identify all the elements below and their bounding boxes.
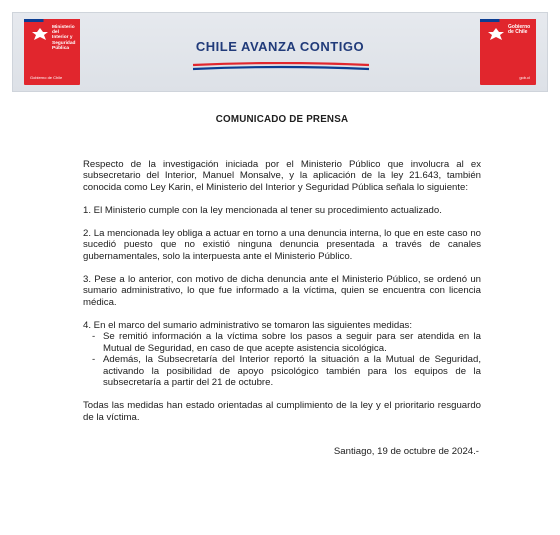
press-release-body	[83, 110, 481, 467]
logo-flag-bar	[24, 19, 80, 22]
point-1: 1. El Ministerio cumple con la ley mencionada al tener su procedimiento actualizado.	[83, 204, 442, 216]
ministry-logo-footer: Gobierno de Chile	[30, 75, 63, 80]
measure-text: Se remitió información a la víctima sobre los pasos a seguir para ser atendida en la Mutual de Seguridad, en caso de que acepte asistencia sicológica.	[103, 331, 481, 354]
point-2: 2. La mencionada ley obliga a actuar en torno a una denuncia interna, lo que en este caso no sucedió puesto que no existió ninguna denuncia presentada a través de canales gubernamentales, solo la interpuesta ante el Ministerio Público.	[83, 227, 481, 262]
list-item	[83, 331, 481, 354]
closing-paragraph: Todas las medidas han estado orientadas al cumplimiento de la ley y el prioritario resguardo de la víctima.	[83, 400, 481, 423]
intro-paragraph: Respecto de la investigación iniciada por el Ministerio Público que involucra al ex subsecretario del Interior, Manuel Monsalve, y la aplicación de la ley 21.643, también conocida como Ley Karin, el Ministerio del Interior y Seguridad Pública señala lo siguiente:	[83, 158, 481, 193]
logo-flag-bar	[480, 19, 536, 22]
point-4-intro: 4. En el marco del sumario administrativo se tomaron las siguientes medidas:	[83, 319, 413, 331]
ministry-name-line: Pública	[52, 45, 70, 51]
letterhead-banner	[12, 12, 548, 92]
government-logo-footer: gob.cl	[519, 75, 530, 80]
measure-text: Además, la Subsecretaría del Interior reportó la situación a la Mutual de Seguridad, activando la posibilidad de apoyo psicológico también para los equipos de la subsecretaría a partir del 21 de octubre.	[103, 354, 481, 388]
ministry-name-line: Interior y	[52, 35, 73, 41]
point-3: 3. Pese a lo anterior, con motivo de dicha denuncia ante el Ministerio Público, se ordenó un sumario administrativo, lo que fue informado a la víctima, quien se encuentra con licencia médica.	[83, 273, 481, 308]
bullet-dash: -	[92, 354, 96, 365]
coat-of-arms-icon	[486, 27, 506, 43]
government-logo	[480, 19, 536, 85]
ministry-name-line: Seguridad	[52, 40, 76, 46]
tagline-stripes-icon	[193, 62, 369, 72]
bullet-dash: -	[92, 331, 96, 342]
document-title: COMUNICADO DE PRENSA	[215, 114, 349, 125]
government-name-line: Gobierno	[508, 24, 531, 30]
government-name-line: de Chile	[508, 29, 528, 36]
campaign-tagline: CHILE AVANZA CONTIGO	[195, 39, 365, 54]
list-item	[83, 354, 481, 389]
government-name	[508, 25, 534, 35]
measures-list	[83, 331, 481, 389]
ministry-name-line: Ministerio del	[52, 25, 75, 36]
date-line: Santiago, 19 de octubre de 2024.-	[333, 446, 479, 457]
